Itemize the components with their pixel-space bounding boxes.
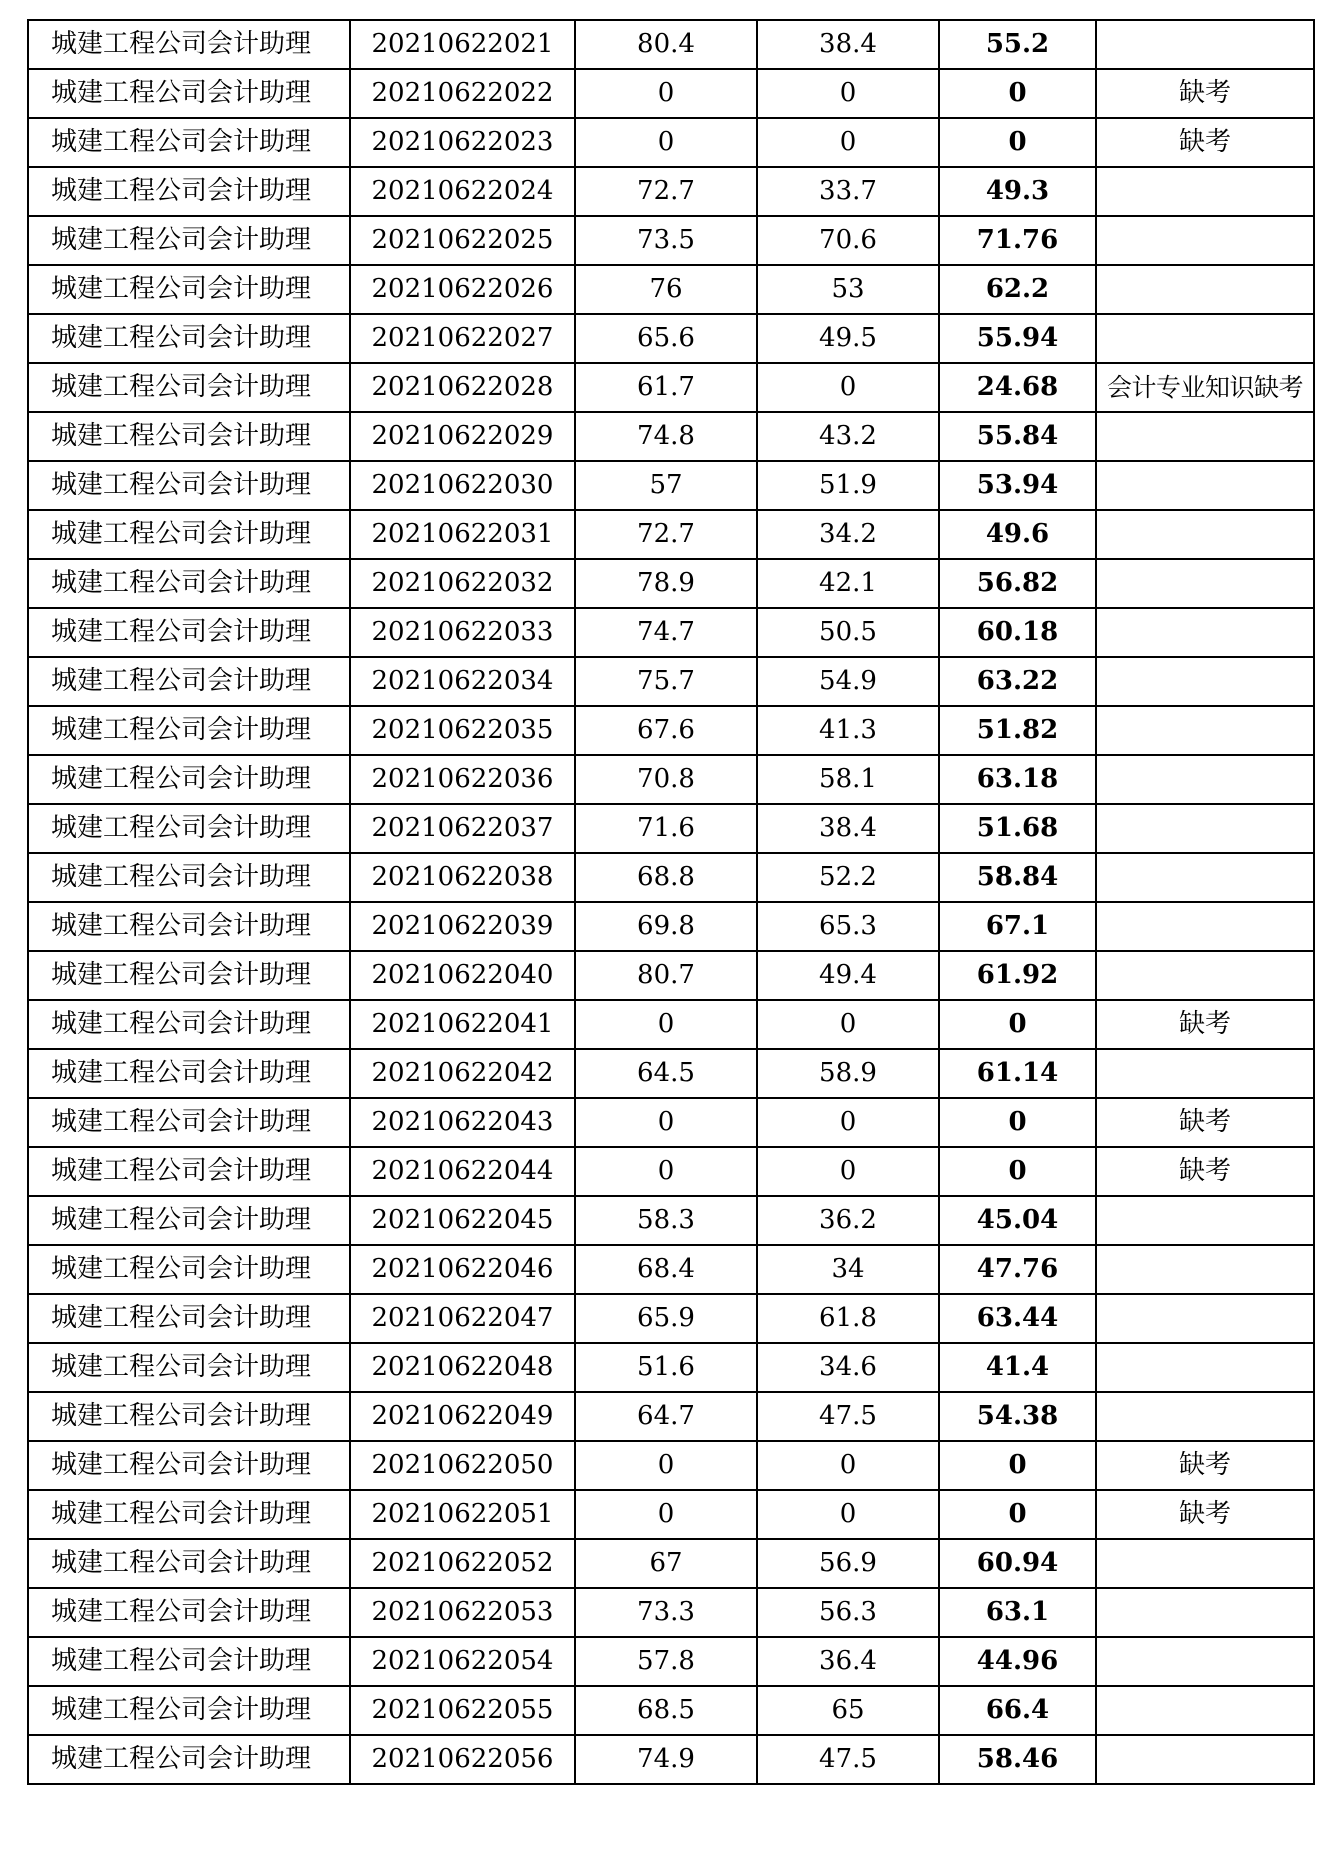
score-1-cell: 57 [575,461,757,510]
table-row [28,608,1314,657]
position-cell: 城建工程公司会计助理 [28,314,350,363]
score-2-cell: 0 [757,363,939,412]
exam-id-cell: 20210622046 [350,1245,575,1294]
exam-id-cell: 20210622050 [350,1441,575,1490]
score-1-cell: 0 [575,1441,757,1490]
table-row [28,167,1314,216]
total-score-cell: 60.18 [939,608,1096,657]
note-cell [1096,657,1314,706]
note-cell [1096,853,1314,902]
score-2-cell: 70.6 [757,216,939,265]
position-cell: 城建工程公司会计助理 [28,1441,350,1490]
position-cell: 城建工程公司会计助理 [28,951,350,1000]
note-cell [1096,559,1314,608]
note-cell [1096,1392,1314,1441]
score-1-cell: 74.7 [575,608,757,657]
exam-id-cell: 20210622042 [350,1049,575,1098]
score-1-cell: 72.7 [575,510,757,559]
exam-id-cell: 20210622044 [350,1147,575,1196]
position-cell: 城建工程公司会计助理 [28,1147,350,1196]
table-row [28,314,1314,363]
table-row [28,20,1314,69]
note-cell [1096,804,1314,853]
position-cell: 城建工程公司会计助理 [28,1343,350,1392]
total-score-cell: 58.46 [939,1735,1096,1784]
total-score-cell: 0 [939,1000,1096,1049]
exam-id-cell: 20210622040 [350,951,575,1000]
total-score-cell: 63.44 [939,1294,1096,1343]
position-cell: 城建工程公司会计助理 [28,1686,350,1735]
exam-id-cell: 20210622048 [350,1343,575,1392]
position-cell: 城建工程公司会计助理 [28,1588,350,1637]
total-score-cell: 55.94 [939,314,1096,363]
note-cell [1096,1539,1314,1588]
score-1-cell: 68.4 [575,1245,757,1294]
position-cell: 城建工程公司会计助理 [28,559,350,608]
position-cell: 城建工程公司会计助理 [28,510,350,559]
exam-id-cell: 20210622027 [350,314,575,363]
note-cell [1096,20,1314,69]
note-cell [1096,412,1314,461]
position-cell: 城建工程公司会计助理 [28,363,350,412]
note-cell [1096,461,1314,510]
position-cell: 城建工程公司会计助理 [28,412,350,461]
position-cell: 城建工程公司会计助理 [28,1245,350,1294]
table-row [28,1098,1314,1147]
note-cell: 缺考 [1096,1147,1314,1196]
table-row [28,461,1314,510]
exam-id-cell: 20210622037 [350,804,575,853]
total-score-cell: 63.22 [939,657,1096,706]
score-1-cell: 78.9 [575,559,757,608]
total-score-cell: 47.76 [939,1245,1096,1294]
score-2-cell: 58.1 [757,755,939,804]
score-2-cell: 0 [757,1490,939,1539]
total-score-cell: 62.2 [939,265,1096,314]
exam-id-cell: 20210622055 [350,1686,575,1735]
total-score-cell: 49.3 [939,167,1096,216]
note-cell [1096,1686,1314,1735]
score-2-cell: 33.7 [757,167,939,216]
note-cell [1096,216,1314,265]
position-cell: 城建工程公司会计助理 [28,216,350,265]
table-row [28,1147,1314,1196]
table-row [28,755,1314,804]
note-cell: 缺考 [1096,118,1314,167]
total-score-cell: 51.68 [939,804,1096,853]
score-2-cell: 34 [757,1245,939,1294]
total-score-cell: 49.6 [939,510,1096,559]
position-cell: 城建工程公司会计助理 [28,755,350,804]
position-cell: 城建工程公司会计助理 [28,902,350,951]
score-table [27,19,1315,1785]
exam-id-cell: 20210622030 [350,461,575,510]
score-2-cell: 61.8 [757,1294,939,1343]
score-1-cell: 68.5 [575,1686,757,1735]
table-row [28,412,1314,461]
position-cell: 城建工程公司会计助理 [28,706,350,755]
position-cell: 城建工程公司会计助理 [28,804,350,853]
exam-id-cell: 20210622052 [350,1539,575,1588]
note-cell: 缺考 [1096,69,1314,118]
score-1-cell: 67 [575,1539,757,1588]
score-1-cell: 75.7 [575,657,757,706]
table-row [28,657,1314,706]
table-row [28,265,1314,314]
position-cell: 城建工程公司会计助理 [28,1049,350,1098]
note-cell [1096,608,1314,657]
exam-id-cell: 20210622051 [350,1490,575,1539]
score-2-cell: 56.3 [757,1588,939,1637]
table-row [28,559,1314,608]
note-cell [1096,1735,1314,1784]
exam-id-cell: 20210622035 [350,706,575,755]
score-2-cell: 38.4 [757,20,939,69]
note-cell [1096,1049,1314,1098]
exam-id-cell: 20210622039 [350,902,575,951]
total-score-cell: 0 [939,1490,1096,1539]
total-score-cell: 56.82 [939,559,1096,608]
total-score-cell: 53.94 [939,461,1096,510]
table-row [28,1245,1314,1294]
total-score-cell: 71.76 [939,216,1096,265]
position-cell: 城建工程公司会计助理 [28,461,350,510]
score-2-cell: 49.4 [757,951,939,1000]
score-1-cell: 65.9 [575,1294,757,1343]
note-cell [1096,510,1314,559]
note-cell: 缺考 [1096,1490,1314,1539]
total-score-cell: 67.1 [939,902,1096,951]
table-row [28,1049,1314,1098]
score-1-cell: 0 [575,69,757,118]
position-cell: 城建工程公司会计助理 [28,1539,350,1588]
score-1-cell: 74.9 [575,1735,757,1784]
table-row [28,902,1314,951]
position-cell: 城建工程公司会计助理 [28,1294,350,1343]
note-cell [1096,1245,1314,1294]
exam-id-cell: 20210622043 [350,1098,575,1147]
total-score-cell: 63.18 [939,755,1096,804]
score-2-cell: 41.3 [757,706,939,755]
total-score-cell: 44.96 [939,1637,1096,1686]
score-1-cell: 64.5 [575,1049,757,1098]
score-2-cell: 36.2 [757,1196,939,1245]
score-1-cell: 80.7 [575,951,757,1000]
position-cell: 城建工程公司会计助理 [28,853,350,902]
note-cell: 缺考 [1096,1441,1314,1490]
table-row [28,118,1314,167]
exam-id-cell: 20210622041 [350,1000,575,1049]
score-2-cell: 0 [757,118,939,167]
score-1-cell: 80.4 [575,20,757,69]
score-2-cell: 0 [757,1441,939,1490]
exam-id-cell: 20210622024 [350,167,575,216]
position-cell: 城建工程公司会计助理 [28,1490,350,1539]
note-cell [1096,902,1314,951]
score-1-cell: 0 [575,1098,757,1147]
exam-id-cell: 20210622049 [350,1392,575,1441]
exam-id-cell: 20210622047 [350,1294,575,1343]
exam-id-cell: 20210622045 [350,1196,575,1245]
score-2-cell: 34.6 [757,1343,939,1392]
table-row [28,1343,1314,1392]
score-1-cell: 0 [575,1147,757,1196]
note-cell [1096,951,1314,1000]
score-2-cell: 34.2 [757,510,939,559]
score-table-body [28,20,1314,1784]
table-row [28,1686,1314,1735]
table-row [28,1392,1314,1441]
score-1-cell: 65.6 [575,314,757,363]
total-score-cell: 61.14 [939,1049,1096,1098]
note-cell: 会计专业知识缺考 [1096,363,1314,412]
position-cell: 城建工程公司会计助理 [28,657,350,706]
position-cell: 城建工程公司会计助理 [28,1196,350,1245]
exam-id-cell: 20210622034 [350,657,575,706]
position-cell: 城建工程公司会计助理 [28,265,350,314]
total-score-cell: 61.92 [939,951,1096,1000]
score-2-cell: 53 [757,265,939,314]
exam-id-cell: 20210622026 [350,265,575,314]
total-score-cell: 66.4 [939,1686,1096,1735]
note-cell [1096,1294,1314,1343]
score-2-cell: 56.9 [757,1539,939,1588]
score-2-cell: 51.9 [757,461,939,510]
exam-id-cell: 20210622036 [350,755,575,804]
table-row [28,216,1314,265]
exam-id-cell: 20210622033 [350,608,575,657]
table-row [28,510,1314,559]
position-cell: 城建工程公司会计助理 [28,1637,350,1686]
score-2-cell: 65 [757,1686,939,1735]
total-score-cell: 55.84 [939,412,1096,461]
score-2-cell: 0 [757,69,939,118]
table-row [28,1588,1314,1637]
score-2-cell: 58.9 [757,1049,939,1098]
score-2-cell: 50.5 [757,608,939,657]
score-1-cell: 73.5 [575,216,757,265]
total-score-cell: 0 [939,1441,1096,1490]
score-1-cell: 70.8 [575,755,757,804]
score-1-cell: 58.3 [575,1196,757,1245]
position-cell: 城建工程公司会计助理 [28,118,350,167]
score-2-cell: 42.1 [757,559,939,608]
total-score-cell: 63.1 [939,1588,1096,1637]
position-cell: 城建工程公司会计助理 [28,608,350,657]
total-score-cell: 41.4 [939,1343,1096,1392]
score-1-cell: 51.6 [575,1343,757,1392]
score-2-cell: 0 [757,1000,939,1049]
table-row [28,1294,1314,1343]
position-cell: 城建工程公司会计助理 [28,69,350,118]
table-row [28,1196,1314,1245]
note-cell [1096,314,1314,363]
note-cell [1096,706,1314,755]
exam-id-cell: 20210622025 [350,216,575,265]
score-2-cell: 36.4 [757,1637,939,1686]
note-cell [1096,167,1314,216]
exam-id-cell: 20210622023 [350,118,575,167]
position-cell: 城建工程公司会计助理 [28,20,350,69]
exam-id-cell: 20210622021 [350,20,575,69]
exam-id-cell: 20210622029 [350,412,575,461]
total-score-cell: 0 [939,118,1096,167]
score-1-cell: 69.8 [575,902,757,951]
total-score-cell: 51.82 [939,706,1096,755]
exam-id-cell: 20210622031 [350,510,575,559]
score-2-cell: 52.2 [757,853,939,902]
score-1-cell: 67.6 [575,706,757,755]
note-cell [1096,1588,1314,1637]
total-score-cell: 0 [939,69,1096,118]
score-2-cell: 65.3 [757,902,939,951]
score-1-cell: 61.7 [575,363,757,412]
score-1-cell: 73.3 [575,1588,757,1637]
note-cell [1096,1343,1314,1392]
score-1-cell: 71.6 [575,804,757,853]
table-row [28,706,1314,755]
exam-id-cell: 20210622056 [350,1735,575,1784]
exam-id-cell: 20210622028 [350,363,575,412]
table-row [28,951,1314,1000]
score-1-cell: 68.8 [575,853,757,902]
exam-id-cell: 20210622053 [350,1588,575,1637]
position-cell: 城建工程公司会计助理 [28,1735,350,1784]
score-2-cell: 54.9 [757,657,939,706]
score-2-cell: 38.4 [757,804,939,853]
exam-id-cell: 20210622022 [350,69,575,118]
table-row [28,363,1314,412]
table-row [28,1490,1314,1539]
exam-id-cell: 20210622054 [350,1637,575,1686]
total-score-cell: 24.68 [939,363,1096,412]
table-row [28,1000,1314,1049]
note-cell: 缺考 [1096,1098,1314,1147]
total-score-cell: 55.2 [939,20,1096,69]
table-row [28,853,1314,902]
score-1-cell: 76 [575,265,757,314]
total-score-cell: 54.38 [939,1392,1096,1441]
score-2-cell: 47.5 [757,1735,939,1784]
table-row [28,1637,1314,1686]
note-cell [1096,265,1314,314]
total-score-cell: 45.04 [939,1196,1096,1245]
table-row [28,1539,1314,1588]
position-cell: 城建工程公司会计助理 [28,1000,350,1049]
exam-id-cell: 20210622038 [350,853,575,902]
note-cell [1096,1196,1314,1245]
score-1-cell: 64.7 [575,1392,757,1441]
position-cell: 城建工程公司会计助理 [28,167,350,216]
note-cell: 缺考 [1096,1000,1314,1049]
score-1-cell: 0 [575,1000,757,1049]
position-cell: 城建工程公司会计助理 [28,1098,350,1147]
note-cell [1096,1637,1314,1686]
score-2-cell: 0 [757,1098,939,1147]
total-score-cell: 0 [939,1098,1096,1147]
score-2-cell: 0 [757,1147,939,1196]
score-1-cell: 0 [575,1490,757,1539]
total-score-cell: 60.94 [939,1539,1096,1588]
table-row [28,1441,1314,1490]
total-score-cell: 58.84 [939,853,1096,902]
score-2-cell: 43.2 [757,412,939,461]
table-row [28,69,1314,118]
score-1-cell: 74.8 [575,412,757,461]
position-cell: 城建工程公司会计助理 [28,1392,350,1441]
note-cell [1096,755,1314,804]
table-row [28,1735,1314,1784]
table-row [28,804,1314,853]
score-2-cell: 47.5 [757,1392,939,1441]
score-1-cell: 72.7 [575,167,757,216]
total-score-cell: 0 [939,1147,1096,1196]
score-2-cell: 49.5 [757,314,939,363]
score-1-cell: 57.8 [575,1637,757,1686]
exam-id-cell: 20210622032 [350,559,575,608]
score-1-cell: 0 [575,118,757,167]
